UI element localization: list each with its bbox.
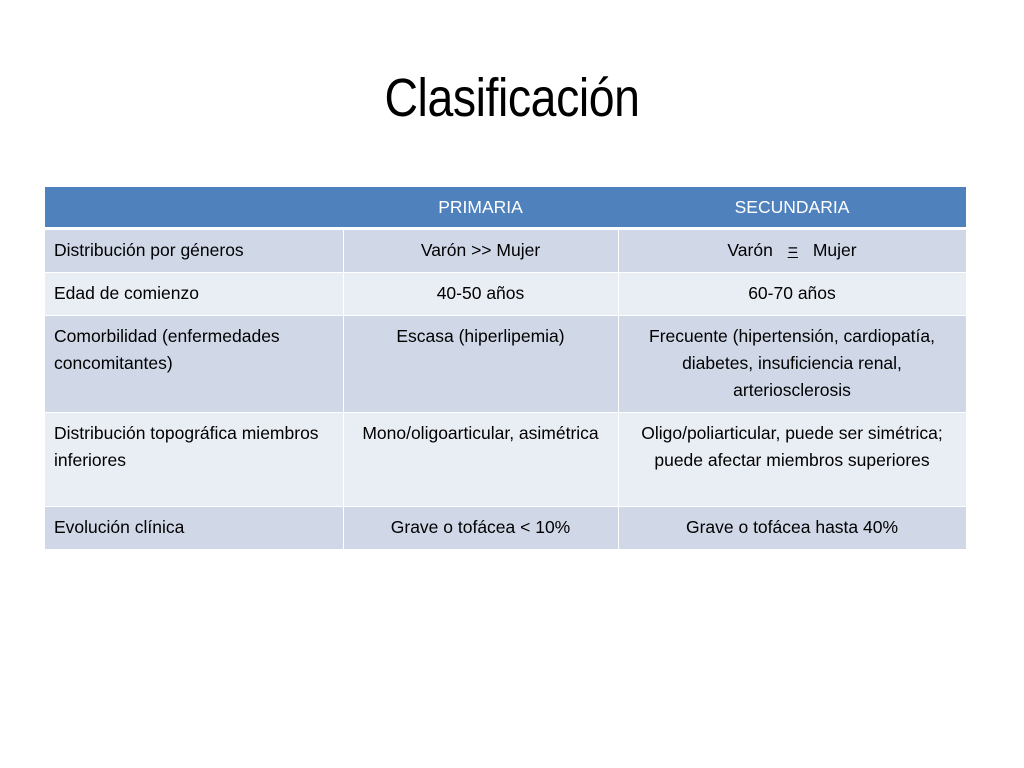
table-header-row: [45, 187, 966, 229]
row-label: Comorbilidad (enfermedades concomitantes): [45, 316, 343, 413]
approx-equal-symbol: =: [787, 240, 798, 260]
cell-primaria: Mono/oligoarticular, asimétrica: [343, 413, 618, 507]
cell-secundaria-right: Mujer: [812, 240, 857, 260]
table-row: [45, 316, 966, 413]
cell-primaria: Escasa (hiperlipemia): [343, 316, 618, 413]
header-primaria: PRIMARIA: [343, 187, 618, 229]
cell-secundaria-left: Varón: [727, 240, 773, 260]
cell-secundaria: 60-70 años: [618, 273, 966, 316]
cell-secundaria: Grave o tofácea hasta 40%: [618, 507, 966, 550]
cell-secundaria: Frecuente (hipertensión, cardiopatía, diabetes, insuficiencia renal, arteriosclerosis: [618, 316, 966, 413]
classification-table: [45, 187, 967, 550]
table-row: [45, 229, 966, 273]
row-label: Distribución por géneros: [45, 229, 343, 273]
table-row: [45, 273, 966, 316]
row-label: Evolución clínica: [45, 507, 343, 550]
cell-secundaria: Oligo/poliarticular, puede ser simétrica; puede afectar miembros superiores: [618, 413, 966, 507]
header-empty-cell: [45, 187, 343, 229]
row-label: Distribución topográfica miembros inferiores: [45, 413, 343, 507]
cell-primaria: Varón >> Mujer: [343, 229, 618, 273]
slide-title: Clasificación: [384, 68, 640, 128]
cell-primaria: 40-50 años: [343, 273, 618, 316]
header-secundaria: SECUNDARIA: [618, 187, 966, 229]
table-row: [45, 507, 966, 550]
row-label: Edad de comienzo: [45, 273, 343, 316]
table-row: [45, 413, 966, 507]
cell-primaria: Grave o tofácea < 10%: [343, 507, 618, 550]
cell-secundaria: [618, 229, 966, 273]
